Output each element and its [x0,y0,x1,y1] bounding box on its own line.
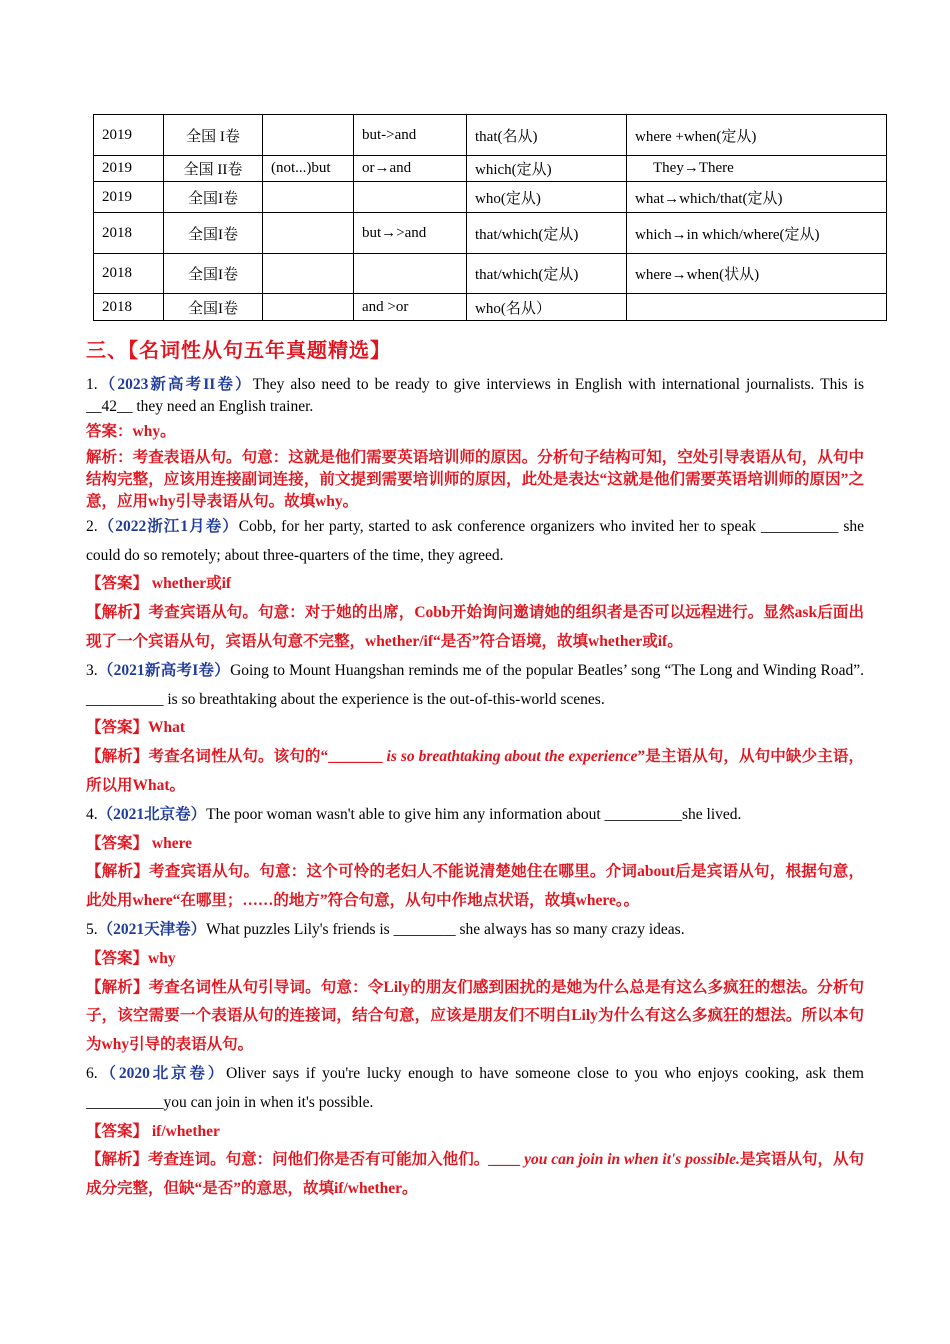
table-cell [263,254,354,294]
question-number: 3. [86,661,98,679]
table-cell: that(名从) [467,115,627,156]
explanation-text: 【解析】考查名词性从句。该句的“_______ [86,748,387,766]
table-cell: who(名从） [467,294,627,321]
answer-line: 【答案】why [86,949,176,967]
question-text [86,657,864,715]
question-text [86,1060,864,1118]
table-cell [263,294,354,321]
answer-change-table [93,114,887,321]
table-cell [354,254,467,294]
table-cell: what→which/that(定从) [627,182,887,213]
question-number: 1. [86,376,98,393]
question-source: （2022浙江1月卷） [97,517,239,535]
answer-line: 【答案】What [86,719,186,737]
answer-line: 【答案】 where [86,834,193,852]
table-cell [354,182,467,213]
table-row [94,213,887,254]
table-cell: 2018 [94,294,164,321]
table-cell: 全国I卷 [164,182,263,213]
table-cell: which→in which/where(定从) [627,213,887,254]
answer-blank: ____ [489,1151,521,1169]
answer-blank: __42__ [86,398,133,415]
answer-line: 【答案】 whether或if [86,575,232,593]
table-cell: where→when(状从) [627,254,887,294]
answer-line: 【答案】 if/whether [86,1122,220,1140]
explanation: 【解析】考查宾语从句。句意：对于她的出席，Cobb开始询问邀请她的组织者是否可以远程进行。显然ask后面出现了一个宾语从句，宾语从句意不完整，whether/if“是否”符合语境，故填whether或if。 [86,604,864,650]
table-cell [263,213,354,254]
question-4 [86,801,864,916]
table-cell: that/which(定从) [467,213,627,254]
table-cell: and >or [354,294,467,321]
table-row [94,254,887,294]
question-body: Oliver says if you're lucky enough to have someone close to you who enjoys cooking, ask them __________you can join in when it's possible. [86,1064,864,1111]
table-row [94,294,887,321]
table-cell [263,115,354,156]
table-row [94,182,887,213]
question-body: The poor woman wasn't able to give him any information about __________she lived. [206,805,742,823]
table-cell: 全国 I卷 [164,115,263,156]
table-cell: They→There [627,156,887,182]
question-text [86,374,864,418]
question-body: Cobb, for her party, started to ask conference organizers who invited her to speak __________ she could do so remotely; about three-quarters of the time, they agreed. [86,517,864,564]
table-cell: 2018 [94,213,164,254]
explanation-text: 是宾语从句，从句成分完整，但缺“是否”的意思，故填if/whether。 [86,1151,864,1198]
question-text [86,916,864,945]
question-number: 2. [86,517,98,535]
question-5 [86,916,864,1060]
question-6 [86,1060,864,1204]
explanation: 【解析】考查宾语从句。句意：这个可怜的老妇人不能说清楚她住在哪里。介词about后是宾语从句，根据句意，此处用where“在哪里；……的地方”符合句意，从句中作地点状语，故填where。。 [86,863,864,910]
question-body: they need an English trainer. [132,398,314,415]
table-cell: where +when(定从) [627,115,887,156]
table-cell: (not...)but [263,156,354,182]
question-source: （2020北京卷） [97,1064,227,1082]
answer-line: 答案：why。 [86,423,176,440]
question-number: 4. [86,805,98,823]
question-body: What puzzles Lily's friends is ________ she always has so many crazy ideas. [206,920,685,938]
table-row [94,156,887,182]
explanation-text: 【解析】考查连词。句意：问他们你是否有可能加入他们。 [86,1151,490,1169]
question-body: They also need to be ready to give interviews in English with international journalists. This is [252,376,864,393]
explanation: 解析：考查表语从句。句意：这就是他们需要英语培训师的原因。分析句子结构可知，空处引导表语从句，从句中结构完整，应该用连接副词连接，前文提到需要培训师的原因，此处是表达“这就是他们需要英语培训师的原因”之意，应用why引导表语从句。故填why。 [86,448,864,510]
explanation-quote: is so breathtaking about the experience [386,748,638,766]
table-cell: who(定从) [467,182,627,213]
explanation-quote: you can join in when it's possible. [520,1151,740,1169]
table-cell: 2019 [94,182,164,213]
table-cell [263,182,354,213]
table-cell: 全国I卷 [164,213,263,254]
table-cell: that/which(定从) [467,254,627,294]
table-cell: but->and [354,115,467,156]
question-number: 6. [86,1064,98,1082]
table-cell: 2019 [94,156,164,182]
question-body: Going to Mount Huangshan reminds me of the popular Beatles’ song “The Long and Winding Road”. __________ is so breathtaking about the experience is the out-of-this-world scenes. [86,661,864,708]
section-title: 三、【名词性从句五年真题精选】 [86,338,391,362]
explanation [86,1146,864,1204]
question-1 [86,374,864,513]
explanation: 【解析】考查名词性从句引导词。句意：令Lily的朋友们感到困扰的是她为什么总是有这么多疯狂的想法。分析句子，该空需要一个表语从句的连接词，结合句意，应该是朋友们不明白Lily为什么有这么多疯狂的想法。所以本句为why引导的表语从句。 [86,978,864,1054]
question-2 [86,513,864,657]
question-source: （2021天津卷） [97,920,207,938]
question-source: （2021新高考I卷） [97,661,231,679]
question-source: （2023新高考II卷） [97,376,253,393]
question-text [86,801,864,830]
table-cell: 全国 II卷 [164,156,263,182]
explanation-text: ”是主语从句，从句中缺少主语，所以用What。 [86,748,864,794]
question-number: 5. [86,920,98,938]
question-3 [86,657,864,801]
table-row [94,115,887,156]
table-cell: but→>and [354,213,467,254]
table-cell: 全国I卷 [164,254,263,294]
table-cell [627,294,887,321]
table-cell: 全国I卷 [164,294,263,321]
table-cell: which(定从) [467,156,627,182]
question-text [86,513,864,571]
table-cell: 2019 [94,115,164,156]
question-source: （2021北京卷） [97,805,207,823]
explanation [86,743,864,801]
table-cell: or→and [354,156,467,182]
table-cell: 2018 [94,254,164,294]
question-list [86,374,864,1204]
